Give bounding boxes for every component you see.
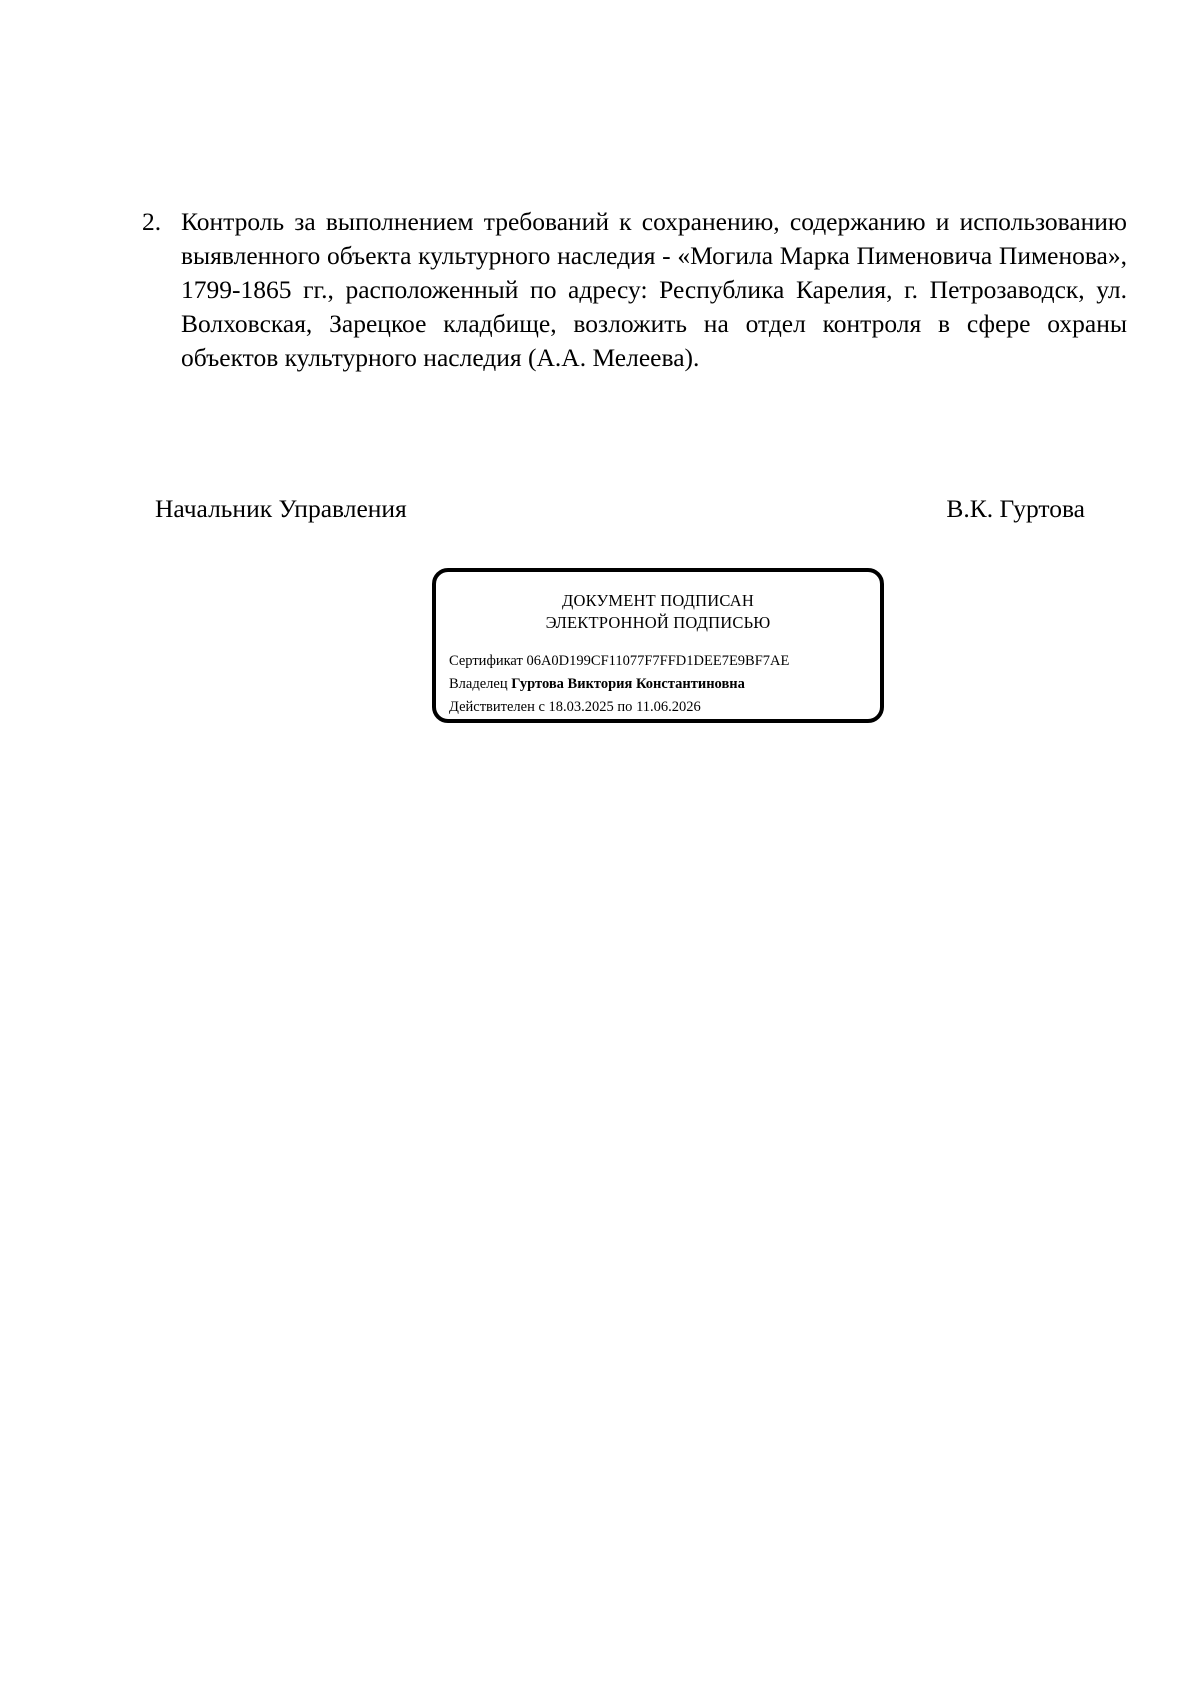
paragraph-number: 2.	[142, 207, 162, 236]
owner-value: Гуртова Виктория Константиновна	[511, 676, 745, 692]
owner-row	[449, 673, 789, 696]
certificate-row	[449, 650, 789, 673]
stamp-title-line1: ДОКУМЕНТ ПОДПИСАН	[562, 591, 754, 610]
certificate-value: 06A0D199CF11077F7FFD1DEE7E9BF7AE	[526, 653, 790, 669]
signer-name: В.К. Гуртова	[946, 494, 1085, 523]
valid-to-label: по	[617, 699, 633, 715]
certificate-label: Сертификат	[449, 653, 523, 669]
stamp-title	[436, 590, 880, 634]
stamp-title-line2: ЭЛЕКТРОННОЙ ПОДПИСЬЮ	[545, 613, 771, 632]
owner-label: Владелец	[449, 676, 508, 692]
valid-to: 11.06.2026	[636, 699, 701, 715]
stamp-details	[449, 650, 789, 719]
electronic-signature-stamp	[432, 568, 884, 723]
signer-position: Начальник Управления	[155, 494, 407, 523]
valid-from: 18.03.2025	[548, 699, 614, 715]
valid-label: Действителен с	[449, 699, 545, 715]
validity-row	[449, 696, 789, 719]
paragraph-text: Контроль за выполнением требований к сохранению, содержанию и использованию выявленного объекта культурного наследия - «Могила Марка Пименовича Пименова», 1799-1865 гг., расположенный по адресу: Республика Карелия, г. Петрозаводск, ул. Волховская, Зарецкое кладбище, возложить на отдел контроля в сфере охраны объектов культурного наследия (А.А. Мелеева).	[181, 207, 1127, 372]
